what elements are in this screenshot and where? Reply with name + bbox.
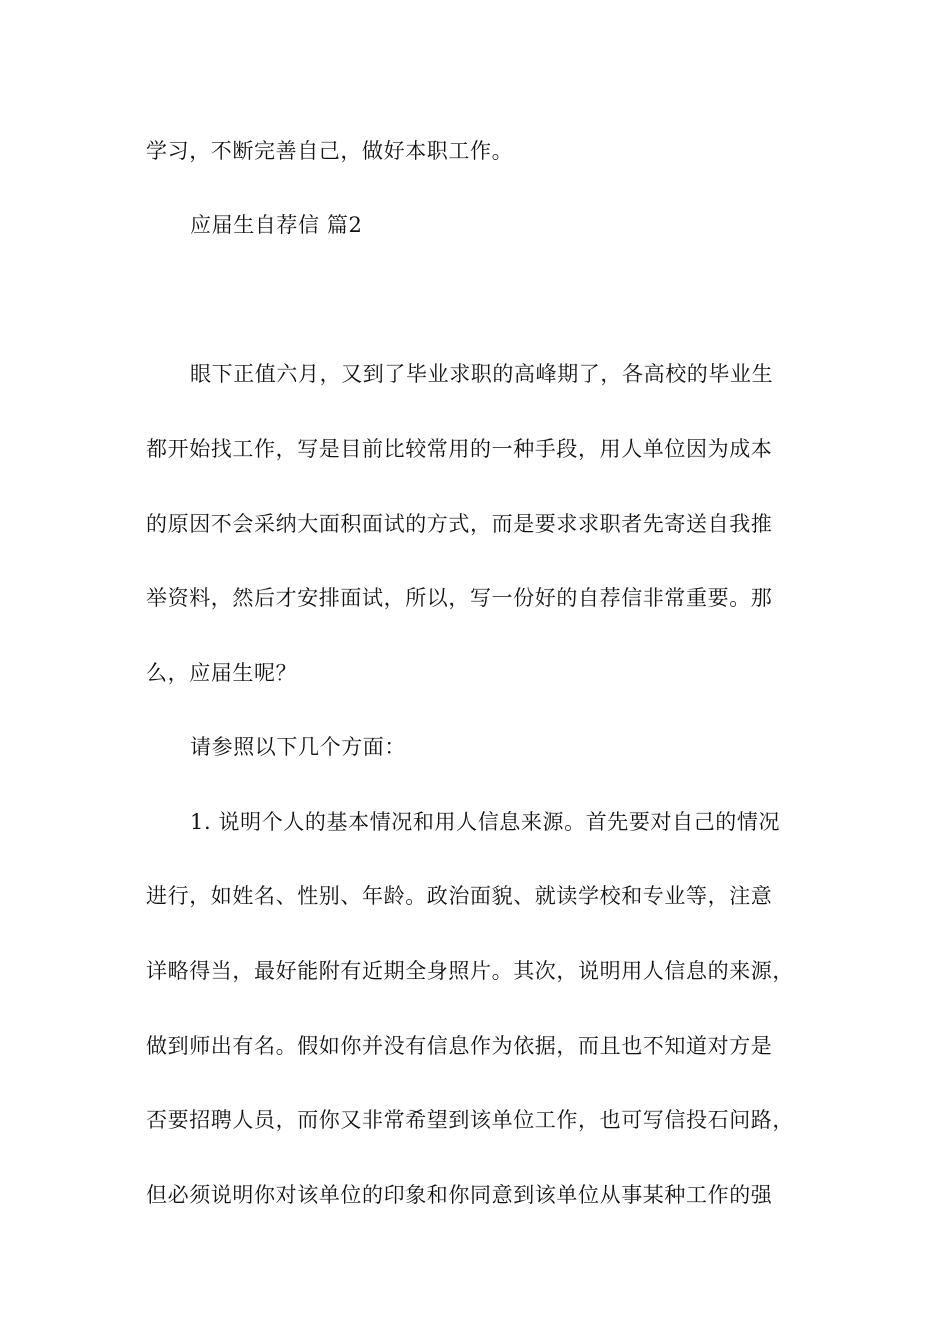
- paragraph-line: 1. 说明个人的基本情况和用人信息来源。首先要对自己的情况: [190, 810, 781, 834]
- paragraph-line: 进行，如姓名、性别、年龄。政治面貌、就读学校和专业等，注意: [146, 884, 773, 908]
- paragraph-line: 做到师出有名。假如你并没有信息作为依据，而且也不知道对方是: [146, 1034, 773, 1058]
- section-heading: 应届生自荐信 篇2: [190, 213, 363, 237]
- paragraph-line: 的原因不会采纳大面积面试的方式，而是要求求职者先寄送自我推: [146, 512, 773, 536]
- paragraph-line: 否要招聘人员，而你又非常希望到该单位工作，也可写信投石问路，: [146, 1108, 794, 1132]
- paragraph-line: 么，应届生呢？: [146, 661, 298, 685]
- paragraph-line: 学习，不断完善自己，做好本职工作。: [146, 139, 514, 163]
- paragraph-line: 都开始找工作，写是目前比较常用的一种手段，用人单位因为成本: [146, 437, 773, 461]
- paragraph-line: 眼下正值六月，又到了毕业求职的高峰期了，各高校的毕业生: [190, 362, 774, 386]
- paragraph-line: 但必须说明你对该单位的印象和你同意到该单位从事某种工作的强: [146, 1183, 773, 1207]
- paragraph-line: 请参照以下几个方面：: [190, 735, 406, 759]
- paragraph-line: 举资料，然后才安排面试，所以，写一份好的自荐信非常重要。那: [146, 586, 773, 610]
- paragraph-line: 详略得当，最好能附有近期全身照片。其次，说明用人信息的来源，: [146, 959, 794, 983]
